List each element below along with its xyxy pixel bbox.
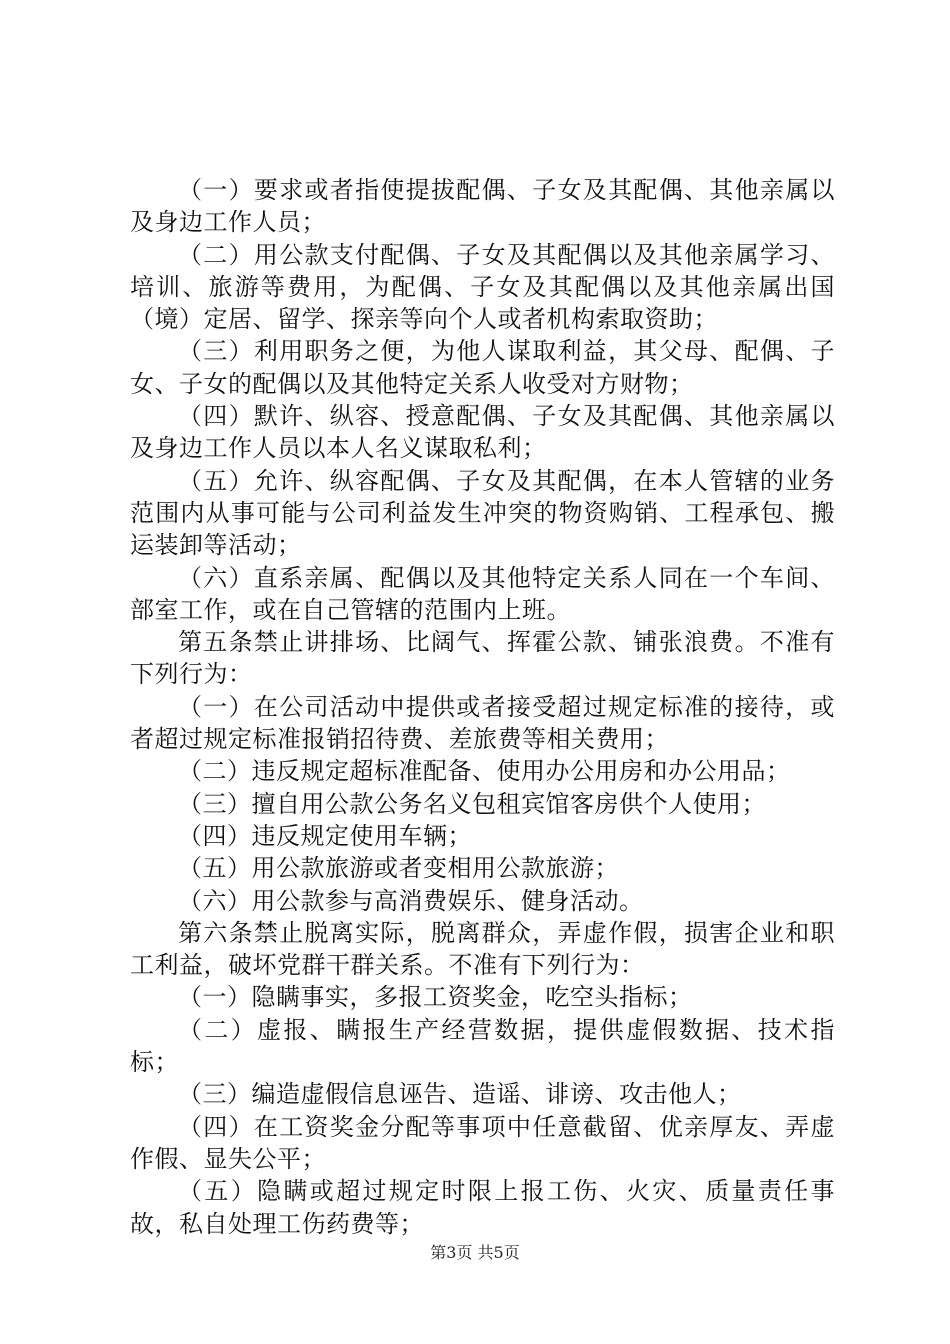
page-number-footer: 第3页 共5页 — [430, 1243, 520, 1262]
paragraph: （三）编造虚假信息诬告、造谣、诽谤、攻击他人； — [178, 1080, 742, 1109]
paragraph: （二）违反规定超标准配备、使用办公用房和办公用品； — [178, 757, 791, 786]
paragraph: （二）用公款支付配偶、子女及其配偶以及其他亲属学习、培训、旅游等费用，为配偶、子女及其配偶以及其他亲属出国（境）定居、留学、探亲等向个人或者机构索取资助； — [130, 240, 835, 334]
paragraph: （五）允许、纵容配偶、子女及其配偶，在本人管辖的业务范围内从事可能与公司利益发生冲突的物资购销、工程承包、搬运装卸等活动； — [130, 466, 835, 560]
paragraph: （五）隐瞒或超过规定时限上报工伤、火灾、质量责任事故，私自处理工伤药费等； — [130, 1177, 835, 1238]
paragraph: （一）隐瞒事实，多报工资奖金，吃空头指标； — [178, 983, 693, 1012]
article-heading-paragraph: 第五条禁止讲排场、比阔气、挥霍公款、铺张浪费。不准有下列行为： — [130, 628, 835, 689]
paragraph: （一）要求或者指使提拔配偶、子女及其配偶、其他亲属以及身边工作人员； — [130, 176, 835, 237]
paragraph: （三）利用职务之便，为他人谋取利益，其父母、配偶、子女、子女的配偶以及其他特定关系人收受对方财物； — [130, 337, 835, 398]
paragraph: （四）在工资奖金分配等事项中任意截留、优亲厚友、弄虚作假、显失公平； — [130, 1112, 835, 1173]
article-heading-paragraph: 第六条禁止脱离实际，脱离群众，弄虚作假，损害企业和职工利益，破坏党群干群关系。不准有下列行为： — [130, 918, 835, 980]
paragraph: （四）违反规定使用车辆； — [178, 821, 472, 850]
paragraph: （五）用公款旅游或者变相用公款旅游； — [178, 854, 619, 883]
document-body — [130, 174, 835, 1240]
paragraph: （三）擅自用公款公务名义包租宾馆客房供个人使用； — [178, 789, 766, 818]
paragraph: （六）用公款参与高消费娱乐、健身活动。 — [178, 886, 644, 915]
paragraph: （六）直系亲属、配偶以及其他特定关系人同在一个车间、部室工作，或在自己管辖的范围内上班。 — [130, 563, 835, 624]
paragraph: （四）默许、纵容、授意配偶、子女及其配偶、其他亲属以及身边工作人员以本人名义谋取私利； — [130, 402, 835, 463]
paragraph: （二）虚报、瞒报生产经营数据，提供虚假数据、技术指标； — [130, 1015, 835, 1077]
paragraph: （一）在公司活动中提供或者接受超过规定标准的接待，或者超过规定标准报销招待费、差旅费等相关费用； — [130, 692, 835, 754]
